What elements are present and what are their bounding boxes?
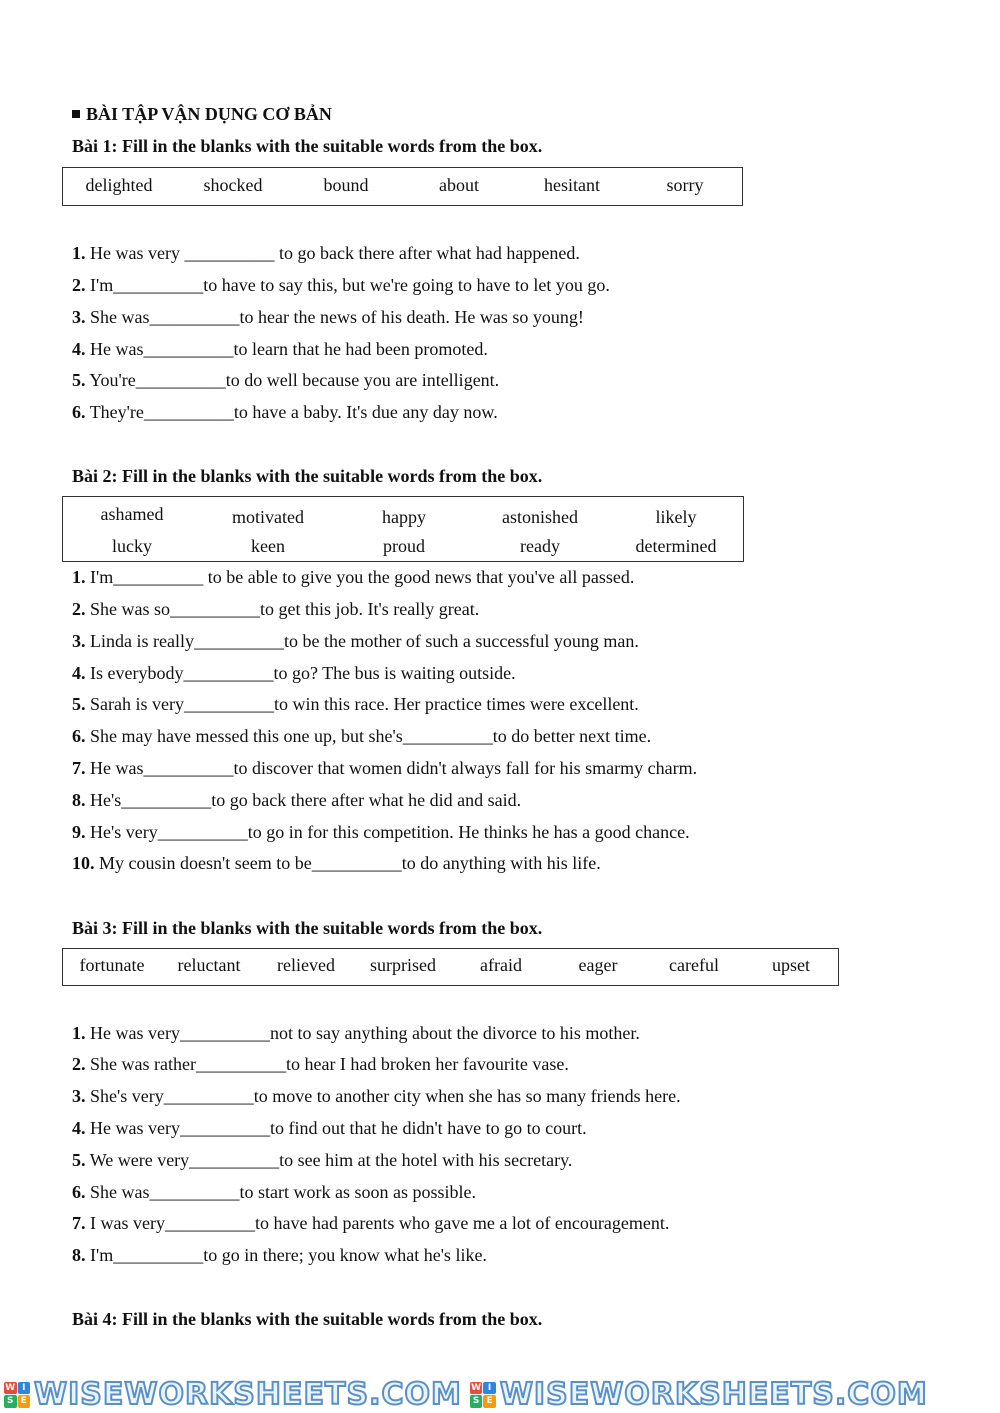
word-box-item: ashamed xyxy=(100,504,164,524)
footer-watermark xyxy=(0,1376,1000,1413)
wise-logo-icon xyxy=(4,1382,30,1408)
word-box-item: afraid xyxy=(480,955,522,975)
question-item: 8. He's__________to go back there after what he did and said. xyxy=(72,790,522,810)
word-box-item: astonished xyxy=(502,507,578,527)
word-box-item: bound xyxy=(323,175,369,195)
question-item: 4. He was__________to learn that he had been promoted. xyxy=(72,339,488,359)
ex2-word-box xyxy=(62,496,744,562)
word-box-item: fortunate xyxy=(79,955,145,975)
word-box-item: ready xyxy=(520,536,560,556)
word-box-item: shocked xyxy=(203,175,263,195)
question-item: 4. He was very__________to find out that he didn't have to go to court. xyxy=(72,1118,587,1138)
watermark-block xyxy=(470,1377,928,1412)
ex1-word-box xyxy=(62,167,743,206)
ex1-title: Bài 1: Fill in the blanks with the suitable words from the box. xyxy=(72,136,543,156)
ex4-title: Bài 4: Fill in the blanks with the suitable words from the box. xyxy=(72,1309,543,1329)
word-box-item: upset xyxy=(772,955,810,975)
question-item: 7. I was very__________to have had parents who gave me a lot of encouragement. xyxy=(72,1213,670,1233)
question-item: 4. Is everybody__________to go? The bus is waiting outside. xyxy=(72,663,516,683)
question-item: 8. I'm__________to go in there; you know what he's like. xyxy=(72,1245,487,1265)
watermark-text: WISEWORKSHEETS.COM xyxy=(499,1377,928,1412)
word-box-item: proud xyxy=(383,536,425,556)
question-item: 3. She was__________to hear the news of his death. He was so young! xyxy=(72,307,584,327)
word-box-item: hesitant xyxy=(544,175,600,195)
word-box-item: eager xyxy=(578,955,618,975)
question-item: 7. He was__________to discover that women didn't always fall for his smarmy charm. xyxy=(72,758,698,778)
logo-letter: E xyxy=(18,1395,31,1408)
question-item: 3. Linda is really__________to be the mother of such a successful young man. xyxy=(72,631,639,651)
logo-letter: W xyxy=(5,1382,16,1393)
watermark-block xyxy=(4,1377,462,1412)
question-item: 5. You're__________to do well because you are intelligent. xyxy=(72,370,500,390)
ex3-word-box xyxy=(62,948,839,986)
question-item: 1. He was very__________not to say anything about the divorce to his mother. xyxy=(72,1023,640,1043)
question-item: 5. We were very__________to see him at the hotel with his secretary. xyxy=(72,1150,573,1170)
question-item: 2. She was so__________to get this job. It's really great. xyxy=(72,599,480,619)
question-item: 6. She was__________to start work as soon as possible. xyxy=(72,1182,476,1202)
question-item: 6. She may have messed this one up, but she's__________to do better next time. xyxy=(72,726,652,746)
question-item: 3. She's very__________to move to another city when she has so many friends here. xyxy=(72,1086,681,1106)
word-box-item: lucky xyxy=(112,536,152,556)
logo-letter: S xyxy=(470,1395,483,1408)
word-box-item: keen xyxy=(251,536,285,556)
word-box-item: motivated xyxy=(232,507,304,527)
question-item: 9. He's very__________to go in for this competition. He thinks he has a good chance. xyxy=(72,822,690,842)
question-item: 2. I'm__________to have to say this, but we're going to have to let you go. xyxy=(72,275,610,295)
logo-letter: S xyxy=(4,1395,17,1408)
watermark-text: WISEWORKSHEETS.COM xyxy=(34,1377,462,1412)
question-item: 1. I'm__________ to be able to give you the good news that you've all passed. xyxy=(72,567,635,587)
question-item: 2. She was rather__________to hear I had broken her favourite vase. xyxy=(72,1054,569,1074)
word-box-item: relieved xyxy=(277,955,335,975)
word-box-item: reluctant xyxy=(177,955,241,975)
question-item: 1. He was very __________ to go back there after what had happened. xyxy=(72,243,580,263)
section-title: BÀI TẬP VẬN DỤNG CƠ BẢN xyxy=(86,104,332,124)
word-box-item: happy xyxy=(382,507,426,527)
word-box-item: surprised xyxy=(370,955,436,975)
ex3-title: Bài 3: Fill in the blanks with the suitable words from the box. xyxy=(72,918,543,938)
question-item: 6. They're__________to have a baby. It's due any day now. xyxy=(72,402,498,422)
word-box-item: sorry xyxy=(666,175,704,195)
logo-letter: I xyxy=(18,1382,31,1395)
question-item: 10. My cousin doesn't seem to be__________to do anything with his life. xyxy=(72,853,601,873)
square-bullet-icon xyxy=(72,110,80,118)
logo-letter: E xyxy=(483,1395,496,1408)
word-box-item: about xyxy=(439,175,479,195)
section-heading xyxy=(72,104,332,125)
word-box-item: careful xyxy=(669,955,719,975)
logo-letter: I xyxy=(483,1382,496,1395)
question-item: 5. Sarah is very__________to win this race. Her practice times were excellent. xyxy=(72,694,639,714)
wise-logo-icon xyxy=(470,1382,496,1408)
word-box-item: determined xyxy=(635,536,717,556)
ex2-title: Bài 2: Fill in the blanks with the suitable words from the box. xyxy=(72,466,543,486)
logo-letter: W xyxy=(471,1382,482,1393)
word-box-item: delighted xyxy=(85,175,153,195)
word-box-item: likely xyxy=(655,507,697,527)
